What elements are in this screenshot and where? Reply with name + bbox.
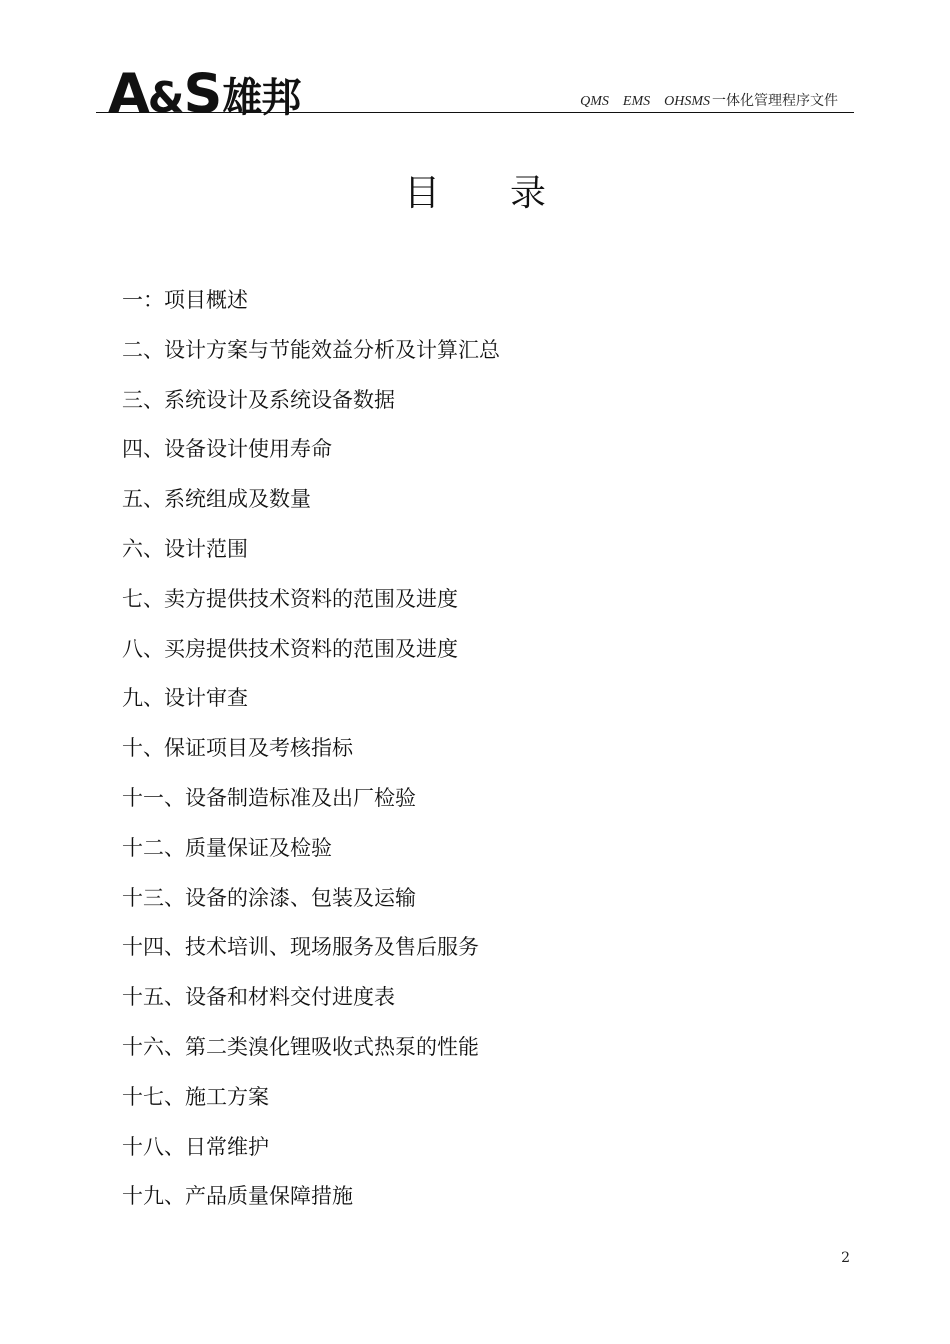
header-divider bbox=[96, 112, 854, 113]
toc-item[interactable]: 十三、设备的涂漆、包装及运输 bbox=[122, 885, 416, 910]
toc-item[interactable]: 七、卖方提供技术资料的范围及进度 bbox=[122, 586, 458, 611]
toc-item[interactable]: 九、设计审查 bbox=[122, 686, 248, 711]
toc-item[interactable]: 十五、设备和材料交付进度表 bbox=[122, 985, 395, 1010]
page-header bbox=[0, 0, 950, 140]
toc-item[interactable]: 十八、日常维护 bbox=[122, 1134, 269, 1159]
toc-item[interactable]: 六、设计范围 bbox=[122, 536, 248, 561]
toc-item[interactable]: 三、系统设计及系统设备数据 bbox=[122, 387, 395, 412]
company-logo bbox=[108, 62, 301, 130]
toc-item[interactable]: 八、买房提供技术资料的范围及进度 bbox=[122, 636, 458, 661]
page-title: 目录 bbox=[403, 173, 616, 214]
toc-item[interactable]: 一：项目概述 bbox=[122, 288, 248, 312]
toc-item[interactable]: 十七、施工方案 bbox=[122, 1084, 269, 1109]
header-qms-label: QMS bbox=[580, 94, 609, 109]
header-document-type bbox=[580, 92, 838, 111]
table-of-contents bbox=[122, 276, 500, 1222]
toc-item[interactable]: 十九、产品质量保障措施 bbox=[122, 1184, 353, 1209]
logo-latin-mark bbox=[108, 62, 220, 130]
toc-item[interactable]: 四、设备设计使用寿命 bbox=[122, 437, 332, 462]
toc-item[interactable]: 十六、第二类溴化锂吸收式热泵的性能 bbox=[122, 1034, 479, 1059]
logo-ampersand: & bbox=[147, 73, 184, 122]
toc-item[interactable]: 二、设计方案与节能效益分析及计算汇总 bbox=[122, 337, 500, 362]
header-ems-label: EMS bbox=[622, 94, 651, 109]
logo-letter-s: S bbox=[183, 62, 221, 125]
header-ohsms-label: OHSMS bbox=[664, 94, 710, 109]
header-doc-type-label: 一体化管理程序文件 bbox=[712, 93, 838, 109]
toc-item[interactable]: 十四、技术培训、现场服务及售后服务 bbox=[122, 935, 479, 960]
logo-letter-a: A bbox=[108, 62, 148, 125]
logo-company-name: 雄邦 bbox=[222, 75, 301, 121]
toc-item[interactable]: 十、保证项目及考核指标 bbox=[122, 736, 353, 761]
page-number: 2 bbox=[841, 1250, 850, 1266]
toc-item[interactable]: 十一、设备制造标准及出厂检验 bbox=[122, 785, 416, 810]
toc-item[interactable]: 五、系统组成及数量 bbox=[122, 487, 311, 512]
toc-item[interactable]: 十二、质量保证及检验 bbox=[122, 835, 332, 860]
